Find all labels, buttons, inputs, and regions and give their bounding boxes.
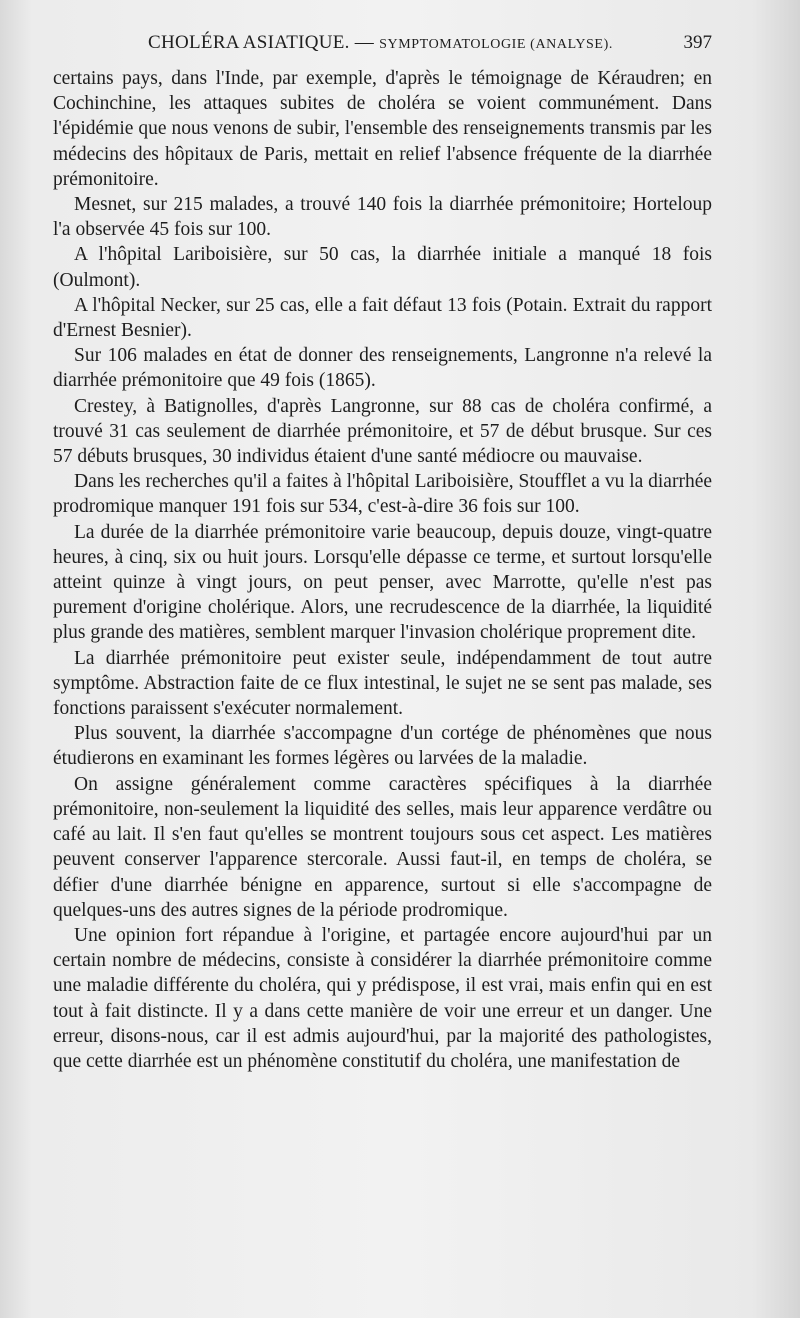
paragraph-crestey: Crestey, à Batignolles, d'après Langronne, sur 88 cas de choléra confirmé, a trouvé 31 cas seulement de diarrhée prémonitoire, et 57 de début brusque. Sur ces 57 débuts brusques, 30 individus étaient d'une santé médiocre ou mauvaise. (53, 395, 712, 468)
page-number: 397 (683, 32, 712, 53)
paragraph-continuation: certains pays, dans l'Inde, par exemple, d'après le témoignage de Kéraudren; en Cochinchine, les attaques subites de choléra se voient communément. Dans l'épidémie que nous venons de subir, l'ensemble des renseignements transmis par les médecins des hôpitaux de Paris, mettait en relief l'absence fréquente de la diarrhée prémonitoire. (53, 68, 712, 190)
paragraph-lariboisiere: A l'hôpital Lariboisière, sur 50 cas, la diarrhée initiale a manqué 18 fois (Oulmont). (53, 244, 712, 291)
paragraph-caracteres: On assigne généralement comme caractères spécifiques à la diarrhée prémonitoire, non-seulement la liquidité des selles, mais leur apparence verdâtre ou café au lait. Il s'en faut qu'elles se montrent toujours sous cet aspect. Les matières peuvent conserver l'apparence stercorale. Aussi faut-il, en temps de choléra, se défier d'une diarrhée bénigne en apparence, surtout si elle s'accompagne de quelques-uns des autres signes de la période prodromique. (53, 773, 712, 921)
body-text (53, 66, 712, 1074)
running-header (52, 32, 712, 60)
running-title (148, 32, 613, 54)
running-title-main: CHOLÉRA ASIATIQUE. — (148, 32, 380, 53)
paragraph-mesnet: Mesnet, sur 215 malades, a trouvé 140 fois la diarrhée prémonitoire; Horteloup l'a observée 45 fois sur 100. (53, 194, 712, 241)
running-title-section: SYMPTOMATOLOGIE (ANALYSE). (379, 37, 613, 52)
paragraph-duree: La durée de la diarrhée prémonitoire varie beaucoup, depuis douze, vingt-quatre heures, à cinq, six ou huit jours. Lorsqu'elle dépasse ce terme, et surtout lorsqu'elle atteint quinze à vingt jours, on peut penser, avec Marrotte, qu'elle n'est pas purement d'origine cholérique. Alors, une recrudescence de la diarrhée, la liquidité plus grande des matières, semblent marquer l'invasion cholérique proprement dite. (53, 521, 712, 644)
paragraph-necker: A l'hôpital Necker, sur 25 cas, elle a fait défaut 13 fois (Potain. Extrait du rapport d'Ernest Besnier). (53, 294, 712, 342)
paragraph-langronne: Sur 106 malades en état de donner des renseignements, Langronne n'a relevé la diarrhée prémonitoire que 49 fois (1865). (53, 345, 712, 392)
paragraph-opinion: Une opinion fort répandue à l'origine, et partagée encore aujourd'hui par un certain nombre de médecins, consiste à considérer la diarrhée prémonitoire comme une maladie différente du choléra, qui y prédispose, il est vrai, mais enfin qui en est tout à fait distincte. Il y a dans cette manière de voir une erreur et un danger. Une erreur, disons-nous, car il est admis aujourd'hui, par la majorité des pathologistes, que cette diarrhée est un phénomène constitutif du choléra, une manifestation de (53, 924, 712, 1072)
paragraph-cortege: Plus souvent, la diarrhée s'accompagne d'un cortége de phénomènes que nous étudierons en examinant les formes légères ou larvées de la maladie. (53, 723, 712, 770)
paragraph-stoufflet: Dans les recherches qu'il a faites à l'hôpital Lariboisière, Stoufflet a vu la diarrhée prodromique manquer 191 fois sur 534, c'est-à-dire 36 fois sur 100. (53, 471, 713, 518)
paragraph-seule: La diarrhée prémonitoire peut exister seule, indépendamment de tout autre symptôme. Abstraction faite de ce flux intestinal, le sujet ne se sent pas malade, ses fonctions paraissent s'exécuter normalement. (53, 647, 712, 720)
